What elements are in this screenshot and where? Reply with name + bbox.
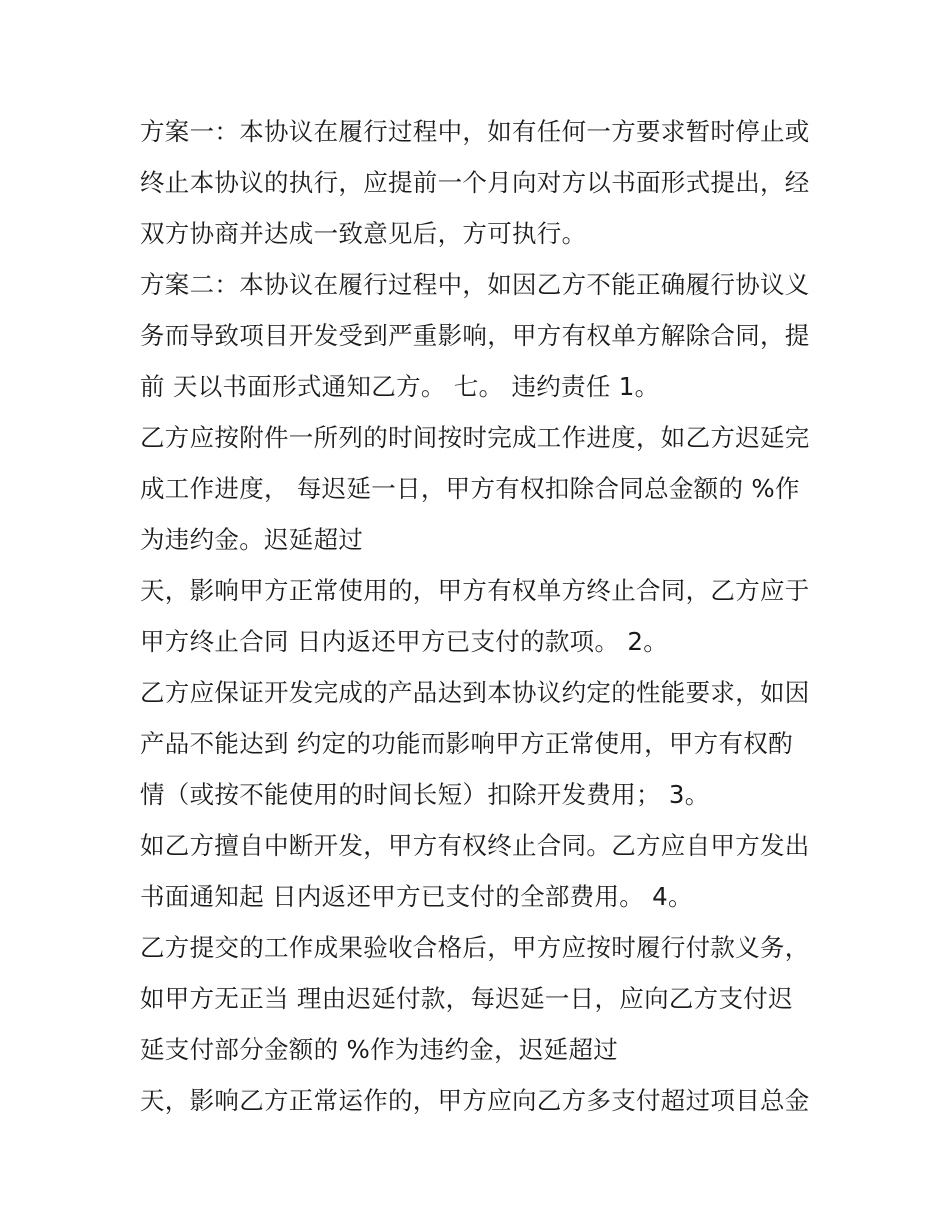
- text-line: 前 天以书面形式通知乙方。 七。 违约责任 1。: [140, 372, 660, 401]
- text-line: 如乙方擅自中断开发，甲方有权终止合同。乙方应自甲方发出: [140, 831, 810, 860]
- text-line: 乙方提交的工作成果验收合格后，甲方应按时履行付款义务，: [140, 933, 810, 962]
- text-line: 延支付部分金额的 %作为违约金，迟延超过: [140, 1035, 619, 1064]
- text-line: 双方协商并达成一致意见后，方可执行。: [140, 219, 587, 248]
- text-line: 为违约金。迟延超过: [140, 525, 364, 554]
- document-body: [140, 106, 830, 1126]
- text-line: 书面通知起 日内返还甲方已支付的全部费用。 4。: [140, 882, 693, 911]
- text-line: 乙方应按附件一所列的时间按时完成工作进度，如乙方迟延完: [140, 423, 810, 452]
- text-line: 天，影响乙方正常运作的，甲方应向乙方多支付超过项目总金: [140, 1086, 810, 1115]
- text-line: 甲方终止合同 日内返还甲方已支付的款项。 2。: [140, 627, 669, 656]
- text-line: 情（或按不能使用的时间长短）扣除开发费用； 3。: [140, 780, 710, 809]
- text-line: 天，影响甲方正常使用的，甲方有权单方终止合同，乙方应于: [140, 576, 810, 605]
- text-line: 乙方应保证开发完成的产品达到本协议约定的性能要求，如因: [140, 678, 810, 707]
- text-line: 方案一：本协议在履行过程中，如有任何一方要求暂时停止或: [140, 117, 810, 146]
- text-line: 方案二：本协议在履行过程中，如因乙方不能正确履行协议义: [140, 270, 810, 299]
- text-line: 产品不能达到 约定的功能而影响甲方正常使用，甲方有权酌: [140, 729, 793, 758]
- text-line: 成工作进度， 每迟延一日，甲方有权扣除合同总金额的 %作: [140, 474, 800, 503]
- text-line: 务而导致项目开发受到严重影响，甲方有权单方解除合同，提: [140, 321, 810, 350]
- text-line: 终止本协议的执行，应提前一个月向对方以书面形式提出，经: [140, 168, 810, 197]
- text-line: 如甲方无正当 理由迟延付款，每迟延一日，应向乙方支付迟: [140, 984, 793, 1013]
